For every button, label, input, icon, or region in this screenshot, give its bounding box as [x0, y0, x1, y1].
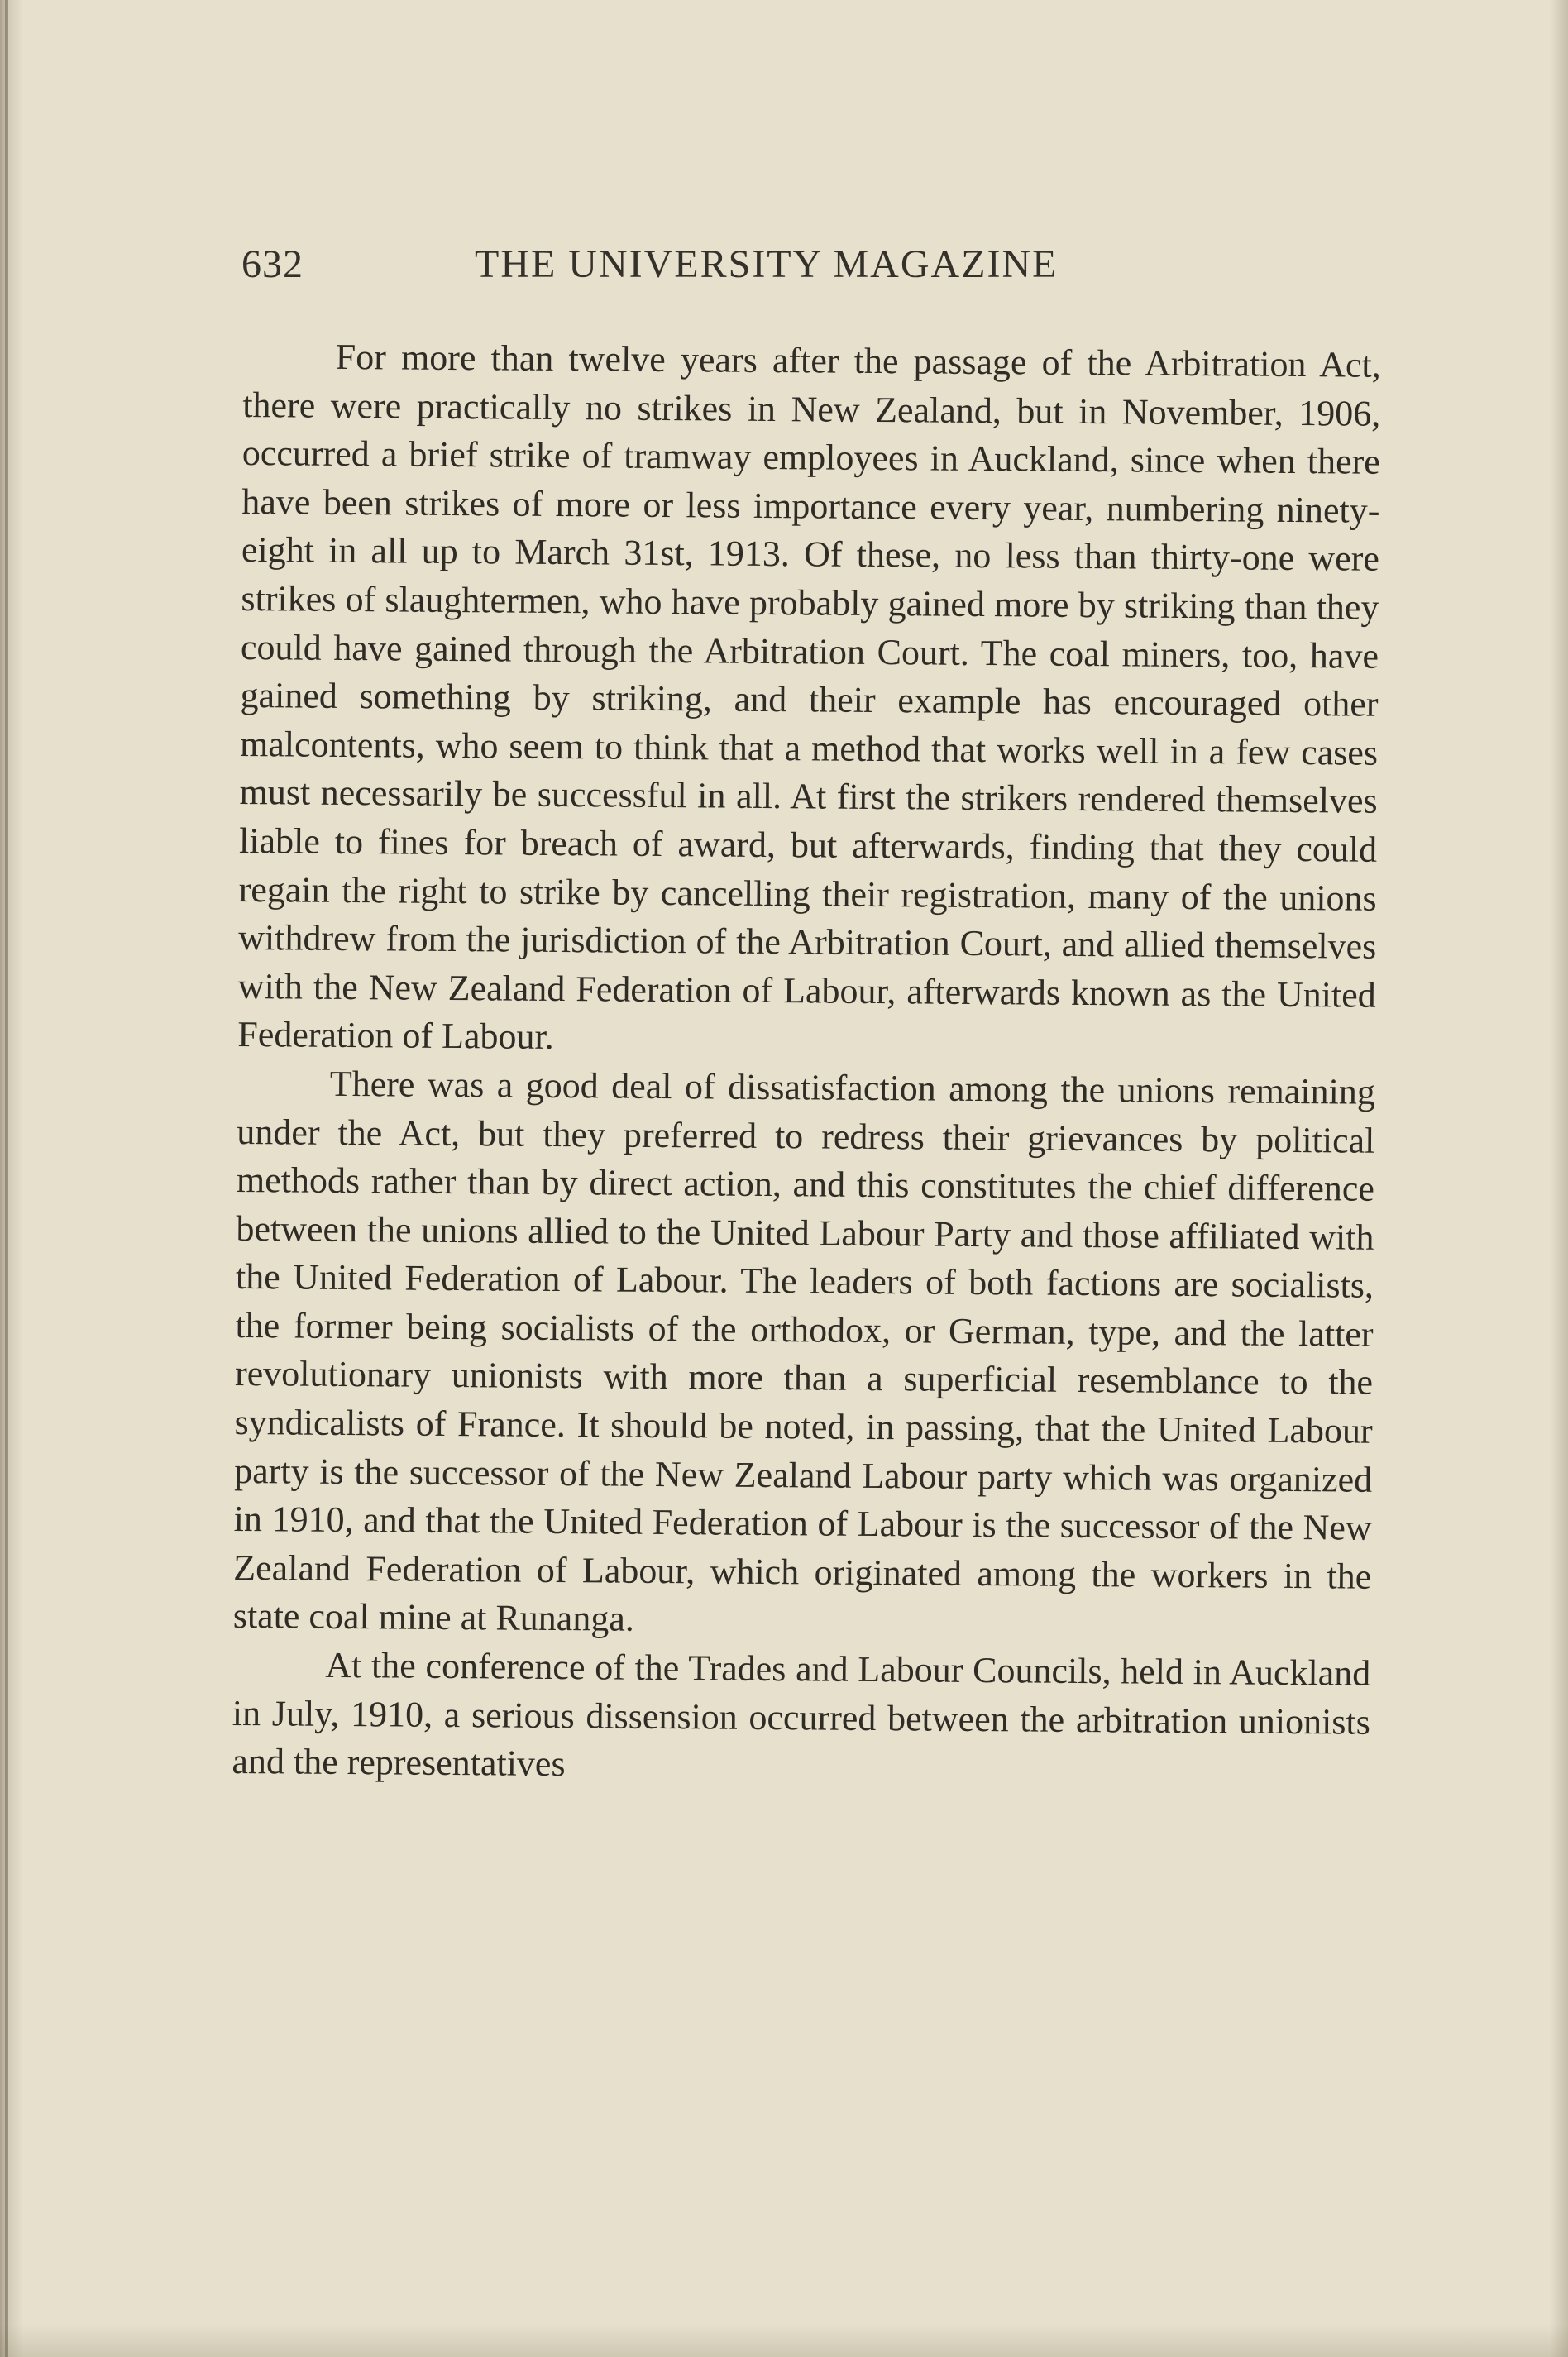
- page-number: 632: [241, 242, 304, 286]
- paragraph-3: At the conference of the Trades and Labour Councils, held in Auckland in July, 1910, a serious dissension occurred between the arbitration unionists and the representatives: [232, 1644, 1371, 1785]
- paragraph-2: There was a good deal of dissatisfaction among the unions remaining under the Act, but they preferred to redress their grievances by political methods rather than by direct action, and this constitutes the chief difference between the unions allied to the United Labour Party and those affiliated with the United Federation of Labour. The leaders of both factions are socialists, the former being socialists of the orthodox, or German, type, and the latter revolutionary unionists with more than a superficial resemblance to the syndicalists of France. It should be noted, in passing, that the United Labour party is the successor of the New Zealand Labour party which was organized in 1910, and that the United Federation of Labour is the successor of the New Zealand Federation of Labour, which originated among the workers in the state coal mine at Runanga.: [232, 1063, 1376, 1640]
- body-text: [232, 332, 1381, 1795]
- running-title: THE UNIVERSITY MAGAZINE: [475, 242, 1059, 286]
- paragraph-1: For more than twelve years after the passage of the Arbitration Act, there were practically no strikes in New Zealand, but in November, 1906, occurred a brief strike of tramway employees in Auckland, since when there have been strikes of more or less importance every year, numbering ninety-eight in all up to March 31st, 1913. Of these, no less than thirty-one were strikes of slaughtermen, who have probably gained more by striking than they could have gained through the Arbitration Court. The coal miners, too, have gained something by striking, and their example has encouraged other malcontents, who seem to think that a method that works well in a few cases must necessarily be successful in all. At first the strikers rendered themselves liable to fines for breach of award, but afterwards, finding that they could regain the right to strike by cancelling their registration, many of the unions withdrew from the jurisdiction of the Arbitration Court, and allied themselves with the New Zealand Federation of Labour, afterwards known as the United Federation of Labour.: [237, 336, 1381, 1058]
- running-head: [241, 241, 1159, 299]
- page-binding-edge: [5, 0, 8, 2357]
